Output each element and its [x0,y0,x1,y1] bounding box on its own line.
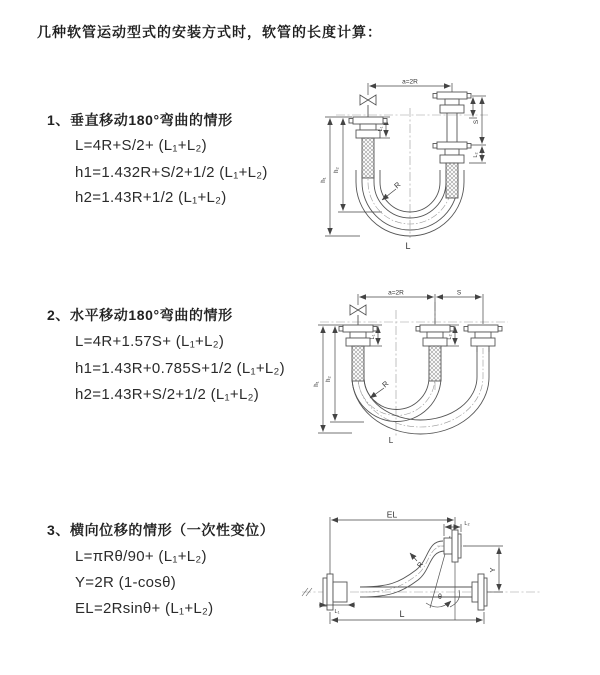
center-lines [320,302,508,436]
dim-label-h1: h₁ [314,381,320,387]
braided-hose-section [352,346,364,381]
section-3-formula-y: Y=2R (1-cosθ) [75,574,177,591]
angle-label: θ [438,594,442,601]
radius-label: R [416,561,426,570]
dimension-lines [318,294,483,433]
section-2-formula-h2: h2=1.43R+S/2+1/2 (L₁+L₂) [75,386,260,403]
braided-hose-section [362,138,374,178]
diagram-labels [335,510,497,620]
diagram-horizontal-180-bend [306,282,600,462]
braided-hose-section [446,163,458,198]
dim-label-l1: L₁ [370,334,376,340]
dim-label-l2: L₂ [447,334,453,340]
section-3-heading: 3、横向位移的情形（一次性变位） [47,522,275,538]
length-label: L [405,241,411,251]
dim-label-h1: h₁ [321,177,327,183]
length-label: L [388,436,394,445]
pipe-fittings [323,530,487,610]
pipe-fittings [339,305,502,381]
section-3-formula-length: L=πRθ/90+ (L₁+L₂) [75,548,207,565]
section-3-formula-el: EL=2Rsinθ+ (L₁+L₂) [75,600,214,617]
dim-label-l1: L₁ [334,609,340,615]
center-lines [336,108,488,238]
dim-label-s: S [473,119,480,125]
radius-label: R [392,179,403,191]
section-1-heading: 1、垂直移动180°弯曲的情形 [47,112,233,128]
page-title: 几种软管运动型式的安装方式时，软管的长度计算： [37,24,382,40]
dim-label-y: Y [488,567,497,573]
dimension-lines [319,517,503,624]
radius-label: R [380,378,391,390]
dim-label-el: EL [386,509,398,520]
dim-label-l2: L₂ [473,152,479,158]
dim-label-l2: L₂ [464,521,470,527]
braided-hose-section [429,346,441,381]
section-1-formula-h2: h2=1.43R+1/2 (L₁+L₂) [75,189,227,206]
dim-label-h2: h₂ [326,376,332,382]
length-label: L [399,609,405,619]
section-2-formula-length: L=4R+1.57S+ (L₁+L₂) [75,333,225,350]
section-2-formula-h1: h1=1.43R+0.785S+1/2 (L₁+L₂) [75,360,285,377]
dim-label-width: a=2R [402,78,418,86]
diagram-vertical-180-bend [312,70,590,260]
valve-icon [360,95,376,105]
dim-label-h2: h₂ [334,167,340,173]
section-1-formula-h1: h1=1.432R+S/2+1/2 (L₁+L₂) [75,164,268,181]
dim-label-l1: L₁ [378,126,384,132]
dim-label-width: a=2R [388,289,404,297]
section-1-formula-length: L=4R+S/2+ (L₁+L₂) [75,137,207,154]
section-2-heading: 2、水平移动180°弯曲的情形 [47,307,233,323]
valve-icon [350,305,366,315]
hose-u-bend [352,348,489,434]
diagram-lateral-displacement [300,508,600,653]
dim-label-s: S [456,289,462,297]
